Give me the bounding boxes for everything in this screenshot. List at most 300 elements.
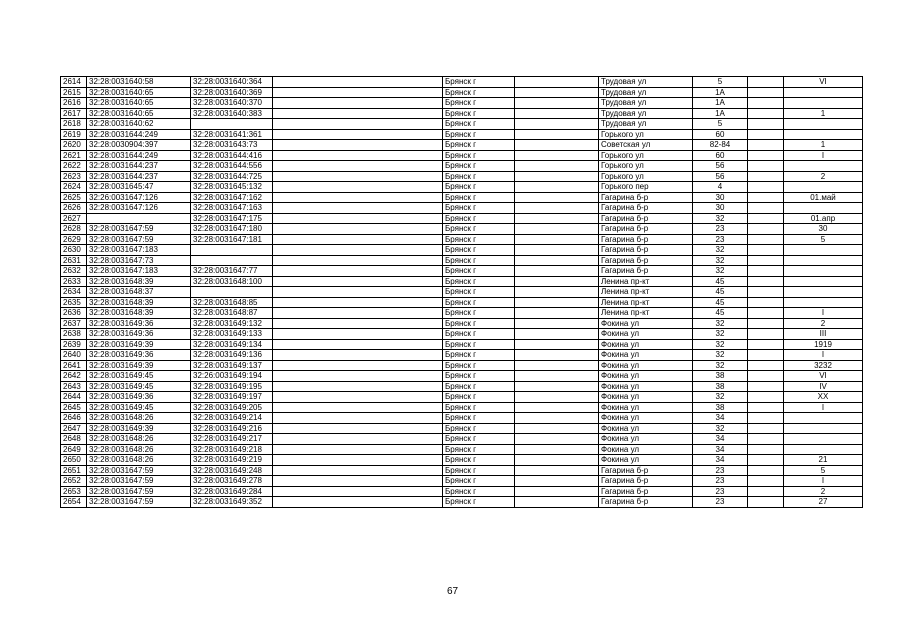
- cadastral-block-number-cell: 32:28:0031640:62: [87, 119, 191, 130]
- cadastral-object-number-cell: 32:28:0031647:163: [191, 203, 273, 214]
- empty-column-3-cell: [748, 350, 784, 361]
- cadastral-block-number-cell: 32:28:0031645:47: [87, 182, 191, 193]
- cadastral-block-number-cell: 32:28:0031649:39: [87, 339, 191, 350]
- cadastral-object-number-cell: 32:28:0031649:197: [191, 392, 273, 403]
- empty-column-3-cell: [748, 276, 784, 287]
- table-row: [61, 213, 863, 224]
- cadastral-object-number-cell: 32:28:0031649:217: [191, 434, 273, 445]
- empty-column-2-cell: [515, 182, 599, 193]
- empty-column-3-cell: [748, 423, 784, 434]
- house-number-cell: 45: [693, 297, 748, 308]
- flat-number-cell: [784, 297, 863, 308]
- cadastral-block-number-cell: 32:28:0031649:39: [87, 360, 191, 371]
- street-cell: Ленина пр-кт: [599, 287, 693, 298]
- house-number-cell: 38: [693, 402, 748, 413]
- table-row: [61, 465, 863, 476]
- cadastral-block-number-cell: 32:28:0031648:39: [87, 308, 191, 319]
- table-row: [61, 360, 863, 371]
- cadastral-block-number-cell: 32:28:0031648:26: [87, 444, 191, 455]
- cadastral-block-number-cell: 32:28:0031649:39: [87, 423, 191, 434]
- table-row: [61, 287, 863, 298]
- empty-column-2-cell: [515, 224, 599, 235]
- flat-number-cell: 21: [784, 455, 863, 466]
- cadastral-object-number-cell: 32:28:0031649:218: [191, 444, 273, 455]
- city-cell: Брянск г: [443, 287, 515, 298]
- city-cell: Брянск г: [443, 297, 515, 308]
- empty-column-cell: [273, 224, 443, 235]
- row-number-cell: 2620: [61, 140, 87, 151]
- row-number-cell: 2653: [61, 486, 87, 497]
- city-cell: Брянск г: [443, 371, 515, 382]
- row-number-cell: 2648: [61, 434, 87, 445]
- empty-column-cell: [273, 465, 443, 476]
- city-cell: Брянск г: [443, 392, 515, 403]
- flat-number-cell: 01.апр: [784, 213, 863, 224]
- house-number-cell: 23: [693, 465, 748, 476]
- row-number-cell: 2649: [61, 444, 87, 455]
- row-number-cell: 2650: [61, 455, 87, 466]
- street-cell: Фокина ул: [599, 360, 693, 371]
- empty-column-3-cell: [748, 192, 784, 203]
- row-number-cell: 2629: [61, 234, 87, 245]
- street-cell: Гагарина б-р: [599, 266, 693, 277]
- house-number-cell: 30: [693, 192, 748, 203]
- cadastral-object-number-cell: 32:28:0031649:278: [191, 476, 273, 487]
- row-number-cell: 2636: [61, 308, 87, 319]
- street-cell: Фокина ул: [599, 444, 693, 455]
- empty-column-cell: [273, 350, 443, 361]
- flat-number-cell: [784, 98, 863, 109]
- empty-column-2-cell: [515, 329, 599, 340]
- cadastral-block-number-cell: 32:28:0031647:126: [87, 203, 191, 214]
- street-cell: Гагарина б-р: [599, 203, 693, 214]
- empty-column-2-cell: [515, 150, 599, 161]
- city-cell: Брянск г: [443, 140, 515, 151]
- city-cell: Брянск г: [443, 234, 515, 245]
- empty-column-2-cell: [515, 234, 599, 245]
- empty-column-2-cell: [515, 297, 599, 308]
- table-row: [61, 129, 863, 140]
- flat-number-cell: III: [784, 329, 863, 340]
- cadastral-object-number-cell: 32:28:0031648:87: [191, 308, 273, 319]
- row-number-cell: 2644: [61, 392, 87, 403]
- house-number-cell: 23: [693, 224, 748, 235]
- cadastral-block-number-cell: 32:28:0031644:237: [87, 171, 191, 182]
- empty-column-cell: [273, 392, 443, 403]
- empty-column-cell: [273, 276, 443, 287]
- street-cell: Фокина ул: [599, 318, 693, 329]
- cadastral-block-number-cell: 32:28:0031648:37: [87, 287, 191, 298]
- city-cell: Брянск г: [443, 444, 515, 455]
- cadastral-block-number-cell: 32:28:0031649:36: [87, 350, 191, 361]
- empty-column-3-cell: [748, 245, 784, 256]
- table-row: [61, 444, 863, 455]
- empty-column-2-cell: [515, 213, 599, 224]
- cadastral-block-number-cell: 32:28:0031649:36: [87, 329, 191, 340]
- house-number-cell: 32: [693, 350, 748, 361]
- cadastral-object-number-cell: 32:28:0031649:133: [191, 329, 273, 340]
- cadastral-block-number-cell: 32:28:0031647:183: [87, 245, 191, 256]
- empty-column-2-cell: [515, 98, 599, 109]
- empty-column-2-cell: [515, 413, 599, 424]
- city-cell: Брянск г: [443, 161, 515, 172]
- house-number-cell: 34: [693, 434, 748, 445]
- house-number-cell: 1А: [693, 87, 748, 98]
- cadastral-object-number-cell: [191, 287, 273, 298]
- empty-column-2-cell: [515, 371, 599, 382]
- row-number-cell: 2615: [61, 87, 87, 98]
- street-cell: Гагарина б-р: [599, 213, 693, 224]
- cadastral-object-number-cell: 32:28:0031648:100: [191, 276, 273, 287]
- house-number-cell: 32: [693, 255, 748, 266]
- flat-number-cell: [784, 434, 863, 445]
- cadastral-object-number-cell: [191, 119, 273, 130]
- row-number-cell: 2634: [61, 287, 87, 298]
- house-number-cell: 4: [693, 182, 748, 193]
- cadastral-object-number-cell: [191, 245, 273, 256]
- table-row: [61, 203, 863, 214]
- cadastral-object-number-cell: 32:28:0031649:284: [191, 486, 273, 497]
- street-cell: Фокина ул: [599, 350, 693, 361]
- table-row: [61, 486, 863, 497]
- city-cell: Брянск г: [443, 182, 515, 193]
- empty-column-cell: [273, 87, 443, 98]
- empty-column-2-cell: [515, 486, 599, 497]
- house-number-cell: 60: [693, 150, 748, 161]
- city-cell: Брянск г: [443, 350, 515, 361]
- city-cell: Брянск г: [443, 360, 515, 371]
- empty-column-3-cell: [748, 171, 784, 182]
- empty-column-cell: [273, 371, 443, 382]
- city-cell: Брянск г: [443, 465, 515, 476]
- street-cell: Гагарина б-р: [599, 192, 693, 203]
- street-cell: Фокина ул: [599, 392, 693, 403]
- table-row: [61, 245, 863, 256]
- city-cell: Брянск г: [443, 77, 515, 88]
- table-row: [61, 392, 863, 403]
- street-cell: Фокина ул: [599, 413, 693, 424]
- flat-number-cell: VI: [784, 371, 863, 382]
- house-number-cell: 60: [693, 129, 748, 140]
- empty-column-3-cell: [748, 140, 784, 151]
- cadastral-object-number-cell: 32:28:0031647:77: [191, 266, 273, 277]
- table-row: [61, 371, 863, 382]
- flat-number-cell: [784, 255, 863, 266]
- row-number-cell: 2617: [61, 108, 87, 119]
- city-cell: Брянск г: [443, 129, 515, 140]
- street-cell: Ленина пр-кт: [599, 308, 693, 319]
- street-cell: Гагарина б-р: [599, 255, 693, 266]
- empty-column-2-cell: [515, 171, 599, 182]
- flat-number-cell: 5: [784, 465, 863, 476]
- empty-column-2-cell: [515, 476, 599, 487]
- flat-number-cell: 2: [784, 486, 863, 497]
- empty-column-3-cell: [748, 444, 784, 455]
- empty-column-3-cell: [748, 77, 784, 88]
- empty-column-cell: [273, 108, 443, 119]
- cadastral-block-number-cell: 32:28:0031647:59: [87, 476, 191, 487]
- cadastral-block-number-cell: 32:28:0031649:45: [87, 371, 191, 382]
- flat-number-cell: XX: [784, 392, 863, 403]
- empty-column-2-cell: [515, 266, 599, 277]
- cadastral-block-number-cell: 32:28:0030904:397: [87, 140, 191, 151]
- house-number-cell: 23: [693, 476, 748, 487]
- empty-column-2-cell: [515, 465, 599, 476]
- house-number-cell: 32: [693, 329, 748, 340]
- empty-column-cell: [273, 150, 443, 161]
- city-cell: Брянск г: [443, 402, 515, 413]
- cadastral-object-number-cell: 32:28:0031649:137: [191, 360, 273, 371]
- empty-column-3-cell: [748, 234, 784, 245]
- cadastral-block-number-cell: 32:28:0031648:26: [87, 413, 191, 424]
- empty-column-cell: [273, 329, 443, 340]
- empty-column-3-cell: [748, 98, 784, 109]
- empty-column-3-cell: [748, 108, 784, 119]
- table-row: [61, 266, 863, 277]
- table-row: [61, 297, 863, 308]
- street-cell: Трудовая ул: [599, 98, 693, 109]
- city-cell: Брянск г: [443, 98, 515, 109]
- house-number-cell: 30: [693, 203, 748, 214]
- city-cell: Брянск г: [443, 476, 515, 487]
- house-number-cell: 1А: [693, 98, 748, 109]
- empty-column-3-cell: [748, 182, 784, 193]
- empty-column-2-cell: [515, 245, 599, 256]
- cadastral-block-number-cell: 32:28:0031647:59: [87, 234, 191, 245]
- row-number-cell: 2618: [61, 119, 87, 130]
- empty-column-cell: [273, 119, 443, 130]
- flat-number-cell: [784, 276, 863, 287]
- table-row: [61, 140, 863, 151]
- row-number-cell: 2623: [61, 171, 87, 182]
- table-row: [61, 476, 863, 487]
- city-cell: Брянск г: [443, 87, 515, 98]
- city-cell: Брянск г: [443, 108, 515, 119]
- city-cell: Брянск г: [443, 245, 515, 256]
- row-number-cell: 2631: [61, 255, 87, 266]
- city-cell: Брянск г: [443, 413, 515, 424]
- cadastral-object-number-cell: 32:28:0031647:175: [191, 213, 273, 224]
- street-cell: Ленина пр-кт: [599, 276, 693, 287]
- cadastral-block-number-cell: 32:28:0031648:26: [87, 434, 191, 445]
- flat-number-cell: [784, 423, 863, 434]
- house-number-cell: 32: [693, 339, 748, 350]
- empty-column-3-cell: [748, 455, 784, 466]
- empty-column-cell: [273, 455, 443, 466]
- street-cell: Советская ул: [599, 140, 693, 151]
- cadastral-block-number-cell: 32:28:0031647:59: [87, 224, 191, 235]
- cadastral-object-number-cell: [191, 255, 273, 266]
- table-row: [61, 413, 863, 424]
- cadastral-object-number-cell: 32:28:0031647:180: [191, 224, 273, 235]
- city-cell: Брянск г: [443, 213, 515, 224]
- empty-column-cell: [273, 308, 443, 319]
- empty-column-3-cell: [748, 297, 784, 308]
- cadastral-object-number-cell: 32:28:0031647:181: [191, 234, 273, 245]
- cadastral-block-number-cell: 32:28:0031647:183: [87, 266, 191, 277]
- house-number-cell: 5: [693, 77, 748, 88]
- flat-number-cell: I: [784, 402, 863, 413]
- row-number-cell: 2633: [61, 276, 87, 287]
- row-number-cell: 2639: [61, 339, 87, 350]
- house-number-cell: 1А: [693, 108, 748, 119]
- street-cell: Фокина ул: [599, 402, 693, 413]
- empty-column-2-cell: [515, 402, 599, 413]
- flat-number-cell: 01.май: [784, 192, 863, 203]
- street-cell: Трудовая ул: [599, 108, 693, 119]
- empty-column-2-cell: [515, 350, 599, 361]
- empty-column-cell: [273, 339, 443, 350]
- empty-column-2-cell: [515, 392, 599, 403]
- city-cell: Брянск г: [443, 423, 515, 434]
- empty-column-2-cell: [515, 455, 599, 466]
- city-cell: Брянск г: [443, 486, 515, 497]
- empty-column-2-cell: [515, 140, 599, 151]
- cadastral-block-number-cell: [87, 213, 191, 224]
- row-number-cell: 2641: [61, 360, 87, 371]
- cadastral-object-number-cell: 32:28:0031640:369: [191, 87, 273, 98]
- empty-column-2-cell: [515, 444, 599, 455]
- house-number-cell: 32: [693, 213, 748, 224]
- empty-column-cell: [273, 476, 443, 487]
- cadastral-block-number-cell: 32:28:0031640:65: [87, 98, 191, 109]
- cadastral-object-number-cell: 32:28:0031647:162: [191, 192, 273, 203]
- house-number-cell: 23: [693, 486, 748, 497]
- table-row: [61, 381, 863, 392]
- row-number-cell: 2624: [61, 182, 87, 193]
- house-number-cell: 32: [693, 360, 748, 371]
- street-cell: Гагарина б-р: [599, 465, 693, 476]
- house-number-cell: 34: [693, 444, 748, 455]
- empty-column-3-cell: [748, 413, 784, 424]
- street-cell: Фокина ул: [599, 434, 693, 445]
- city-cell: Брянск г: [443, 497, 515, 508]
- row-number-cell: 2642: [61, 371, 87, 382]
- flat-number-cell: [784, 119, 863, 130]
- table-row: [61, 108, 863, 119]
- table-row: [61, 77, 863, 88]
- cadastral-object-number-cell: 32:28:0031649:205: [191, 402, 273, 413]
- house-number-cell: 23: [693, 497, 748, 508]
- empty-column-cell: [273, 360, 443, 371]
- cadastral-block-number-cell: 32:28:0031640:58: [87, 77, 191, 88]
- empty-column-3-cell: [748, 287, 784, 298]
- empty-column-3-cell: [748, 392, 784, 403]
- flat-number-cell: [784, 245, 863, 256]
- empty-column-3-cell: [748, 150, 784, 161]
- cadastral-object-number-cell: 32:28:0031649:352: [191, 497, 273, 508]
- flat-number-cell: 30: [784, 224, 863, 235]
- empty-column-3-cell: [748, 360, 784, 371]
- cadastral-object-number-cell: 32:28:0031649:134: [191, 339, 273, 350]
- cadastral-block-number-cell: 32:28:0031648:39: [87, 276, 191, 287]
- street-cell: Горького ул: [599, 161, 693, 172]
- empty-column-3-cell: [748, 476, 784, 487]
- street-cell: Горького ул: [599, 171, 693, 182]
- cadastral-block-number-cell: 32:28:0031644:249: [87, 129, 191, 140]
- empty-column-2-cell: [515, 77, 599, 88]
- empty-column-cell: [273, 171, 443, 182]
- house-number-cell: 32: [693, 423, 748, 434]
- city-cell: Брянск г: [443, 119, 515, 130]
- empty-column-3-cell: [748, 308, 784, 319]
- table-body: [61, 77, 863, 508]
- row-number-cell: 2632: [61, 266, 87, 277]
- street-cell: Гагарина б-р: [599, 224, 693, 235]
- empty-column-2-cell: [515, 308, 599, 319]
- flat-number-cell: [784, 203, 863, 214]
- street-cell: Фокина ул: [599, 339, 693, 350]
- empty-column-2-cell: [515, 423, 599, 434]
- flat-number-cell: 3232: [784, 360, 863, 371]
- cadastral-object-number-cell: 32:28:0031649:214: [191, 413, 273, 424]
- empty-column-cell: [273, 182, 443, 193]
- empty-column-3-cell: [748, 213, 784, 224]
- cadastral-block-number-cell: 32:28:0031644:249: [87, 150, 191, 161]
- flat-number-cell: 2: [784, 171, 863, 182]
- cadastral-block-number-cell: 32:28:0031649:45: [87, 381, 191, 392]
- city-cell: Брянск г: [443, 192, 515, 203]
- flat-number-cell: 1: [784, 108, 863, 119]
- empty-column-cell: [273, 98, 443, 109]
- table-row: [61, 150, 863, 161]
- empty-column-3-cell: [748, 161, 784, 172]
- row-number-cell: 2652: [61, 476, 87, 487]
- street-cell: Гагарина б-р: [599, 497, 693, 508]
- street-cell: Фокина ул: [599, 371, 693, 382]
- table-row: [61, 434, 863, 445]
- city-cell: Брянск г: [443, 434, 515, 445]
- street-cell: Гагарина б-р: [599, 234, 693, 245]
- cadastral-object-number-cell: 32:28:0031644:725: [191, 171, 273, 182]
- flat-number-cell: 2: [784, 318, 863, 329]
- empty-column-2-cell: [515, 255, 599, 266]
- flat-number-cell: VI: [784, 77, 863, 88]
- table-row: [61, 171, 863, 182]
- row-number-cell: 2627: [61, 213, 87, 224]
- street-cell: Фокина ул: [599, 381, 693, 392]
- city-cell: Брянск г: [443, 329, 515, 340]
- empty-column-cell: [273, 413, 443, 424]
- empty-column-cell: [273, 255, 443, 266]
- empty-column-cell: [273, 402, 443, 413]
- house-number-cell: 38: [693, 381, 748, 392]
- cadastral-object-number-cell: 32:28:0031649:248: [191, 465, 273, 476]
- empty-column-2-cell: [515, 119, 599, 130]
- register-table: [60, 76, 863, 508]
- table-row: [61, 182, 863, 193]
- table-row: [61, 98, 863, 109]
- house-number-cell: 34: [693, 455, 748, 466]
- cadastral-object-number-cell: 32:28:0031649:195: [191, 381, 273, 392]
- empty-column-3-cell: [748, 486, 784, 497]
- cadastral-object-number-cell: 32:28:0031640:370: [191, 98, 273, 109]
- row-number-cell: 2625: [61, 192, 87, 203]
- house-number-cell: 45: [693, 276, 748, 287]
- house-number-cell: 38: [693, 371, 748, 382]
- street-cell: Фокина ул: [599, 423, 693, 434]
- table-row: [61, 329, 863, 340]
- table-row: [61, 318, 863, 329]
- flat-number-cell: IV: [784, 381, 863, 392]
- empty-column-cell: [273, 444, 443, 455]
- empty-column-3-cell: [748, 255, 784, 266]
- row-number-cell: 2654: [61, 497, 87, 508]
- empty-column-cell: [273, 213, 443, 224]
- empty-column-3-cell: [748, 339, 784, 350]
- row-number-cell: 2614: [61, 77, 87, 88]
- street-cell: Гагарина б-р: [599, 245, 693, 256]
